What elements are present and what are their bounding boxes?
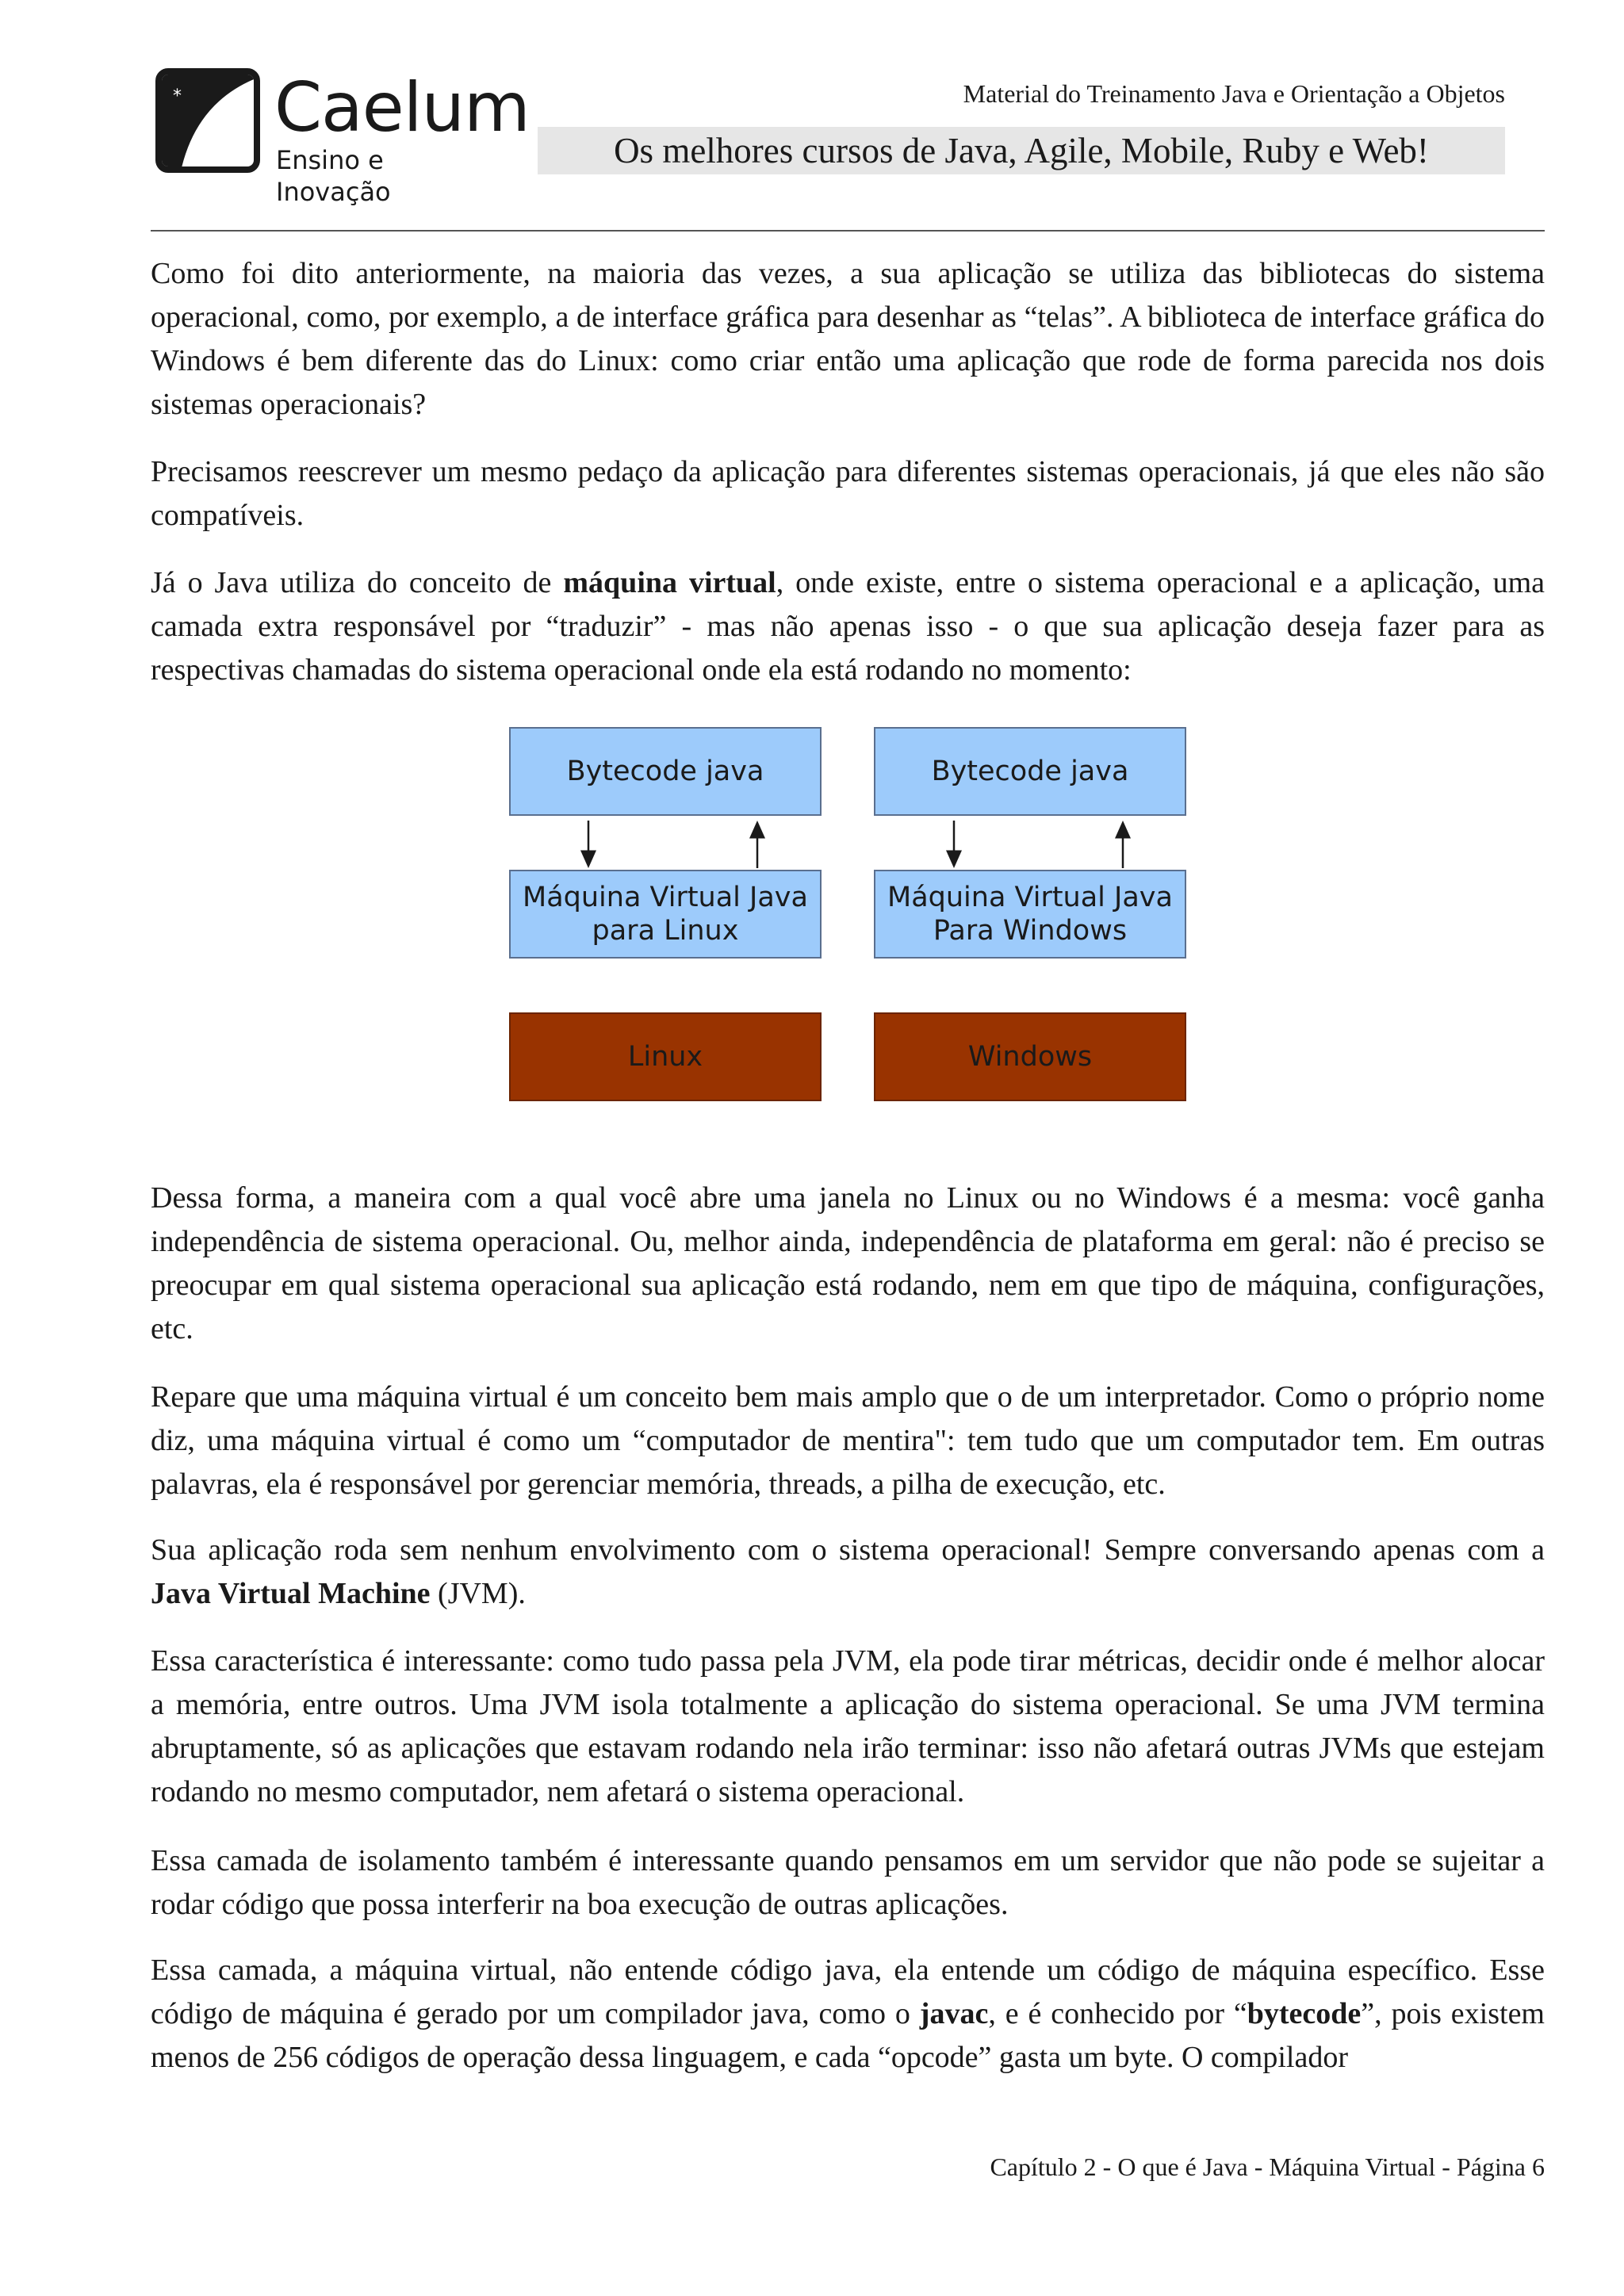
jvm-diagram	[508, 725, 1186, 1103]
paragraph-6	[151, 1529, 1545, 1616]
paragraph-7: Essa característica é interessante: como tudo passa pela JVM, ela pode tirar métricas, decidir onde é melhor alocar a memória, entre outros. Uma JVM isola totalmente a aplicação do sistema operacional. Se uma JVM termina abruptamente, só as aplicações que estavam rodando nela irão terminar: isso não afetará outras JVMs que estejam rodando no mesmo computador, nem afetará o sistema operacional.	[151, 1644, 1545, 1808]
logo-tagline: Ensino e Inovação	[276, 145, 391, 207]
paragraph-6-text-a: Sua aplicação roda sem nenhum envolvimento com o sistema operacional! Sempre conversando apenas com a	[151, 1533, 1545, 1567]
logo-name: Caelum	[274, 68, 530, 147]
box-jvm-windows: Máquina Virtual Java Para Windows	[874, 870, 1186, 959]
header-slogan: Os melhores cursos de Java, Agile, Mobile, Ruby e Web!	[538, 127, 1505, 174]
paragraph-1: Como foi dito anteriormente, na maioria das vezes, a sua aplicação se utiliza das bibliotecas do sistema operacional, como, por exemplo, a de interface gráfica para desenhar as “telas”. A biblioteca de interface gráfica do Windows é bem diferente das do Linux: como criar então uma aplicação que rode de forma parecida nos dois sistemas operacionais?	[151, 257, 1545, 421]
paragraph-9	[151, 1949, 1545, 2080]
term-maquina-virtual: máquina virtual	[563, 566, 776, 599]
box-os-linux: Linux	[509, 1012, 822, 1101]
paragraph-4: Dessa forma, a maneira com a qual você abre uma janela no Linux ou no Windows é a mesma: você ganha independência de sistema operacional. Ou, melhor ainda, independência de plataforma em geral: não é preciso se preocupar em qual sistema operacional sua aplicação está rodando, nem em que tipo de máquina, configurações, etc.	[151, 1181, 1545, 1345]
box-jvm-linux: Máquina Virtual Java para Linux	[509, 870, 822, 959]
paragraph-9-text-b: , e é conhecido por “	[988, 1997, 1247, 2030]
page-footer: Capítulo 2 - O que é Java - Máquina Virtual - Página 6	[990, 2152, 1545, 2181]
header-title: Material do Treinamento Java e Orientação a Objetos	[963, 79, 1505, 108]
caelum-logo	[155, 68, 530, 207]
term-javac: javac	[919, 1997, 989, 2030]
paragraph-3	[151, 561, 1545, 692]
term-bytecode: bytecode	[1247, 1997, 1362, 2030]
box-bytecode-linux: Bytecode java	[509, 727, 822, 816]
svg-text:*: *	[173, 86, 182, 106]
paragraph-3-text-a: Já o Java utiliza do conceito de	[151, 566, 564, 599]
paragraph-6-text-b: (JVM).	[430, 1577, 526, 1610]
paragraph-9-text-c: ”, pois existem menos de 256 códigos de operação dessa linguagem, e cada “opcode” gasta um byte. O compilador	[151, 1997, 1545, 2074]
box-os-windows: Windows	[874, 1012, 1186, 1101]
paragraph-8: Essa camada de isolamento também é interessante quando pensamos em um servidor que não pode se sujeitar a rodar código que possa interferir na boa execução de outras aplicações.	[151, 1844, 1545, 1921]
header-divider	[151, 230, 1545, 232]
logo-mark-icon	[155, 68, 260, 173]
paragraph-2: Precisamos reescrever um mesmo pedaço da aplicação para diferentes sistemas operacionais, já que eles não são compatíveis.	[151, 455, 1545, 532]
box-bytecode-windows: Bytecode java	[874, 727, 1186, 816]
paragraph-9-text-a: Essa camada, a máquina virtual, não entende código java, ela entende um código de máquina específico. Esse código de máquina é gerado por um compilador java, como o	[151, 1954, 1545, 2030]
term-java-virtual-machine: Java Virtual Machine	[151, 1577, 431, 1610]
paragraph-3-text-b: , onde existe, entre o sistema operacional e a aplicação, uma camada extra responsável por “traduzir” - mas não apenas isso - o que sua aplicação deseja fazer para as respectivas chamadas do sistema operacional onde ela está rodando no momento:	[151, 566, 1545, 687]
paragraph-5: Repare que uma máquina virtual é um conceito bem mais amplo que o de um interpretador. Como o próprio nome diz, uma máquina virtual é como um “computador de mentira": tem tudo que um computador tem. Em outras palavras, ela é responsável por gerenciar memória, threads, a pilha de execução, etc.	[151, 1380, 1545, 1501]
